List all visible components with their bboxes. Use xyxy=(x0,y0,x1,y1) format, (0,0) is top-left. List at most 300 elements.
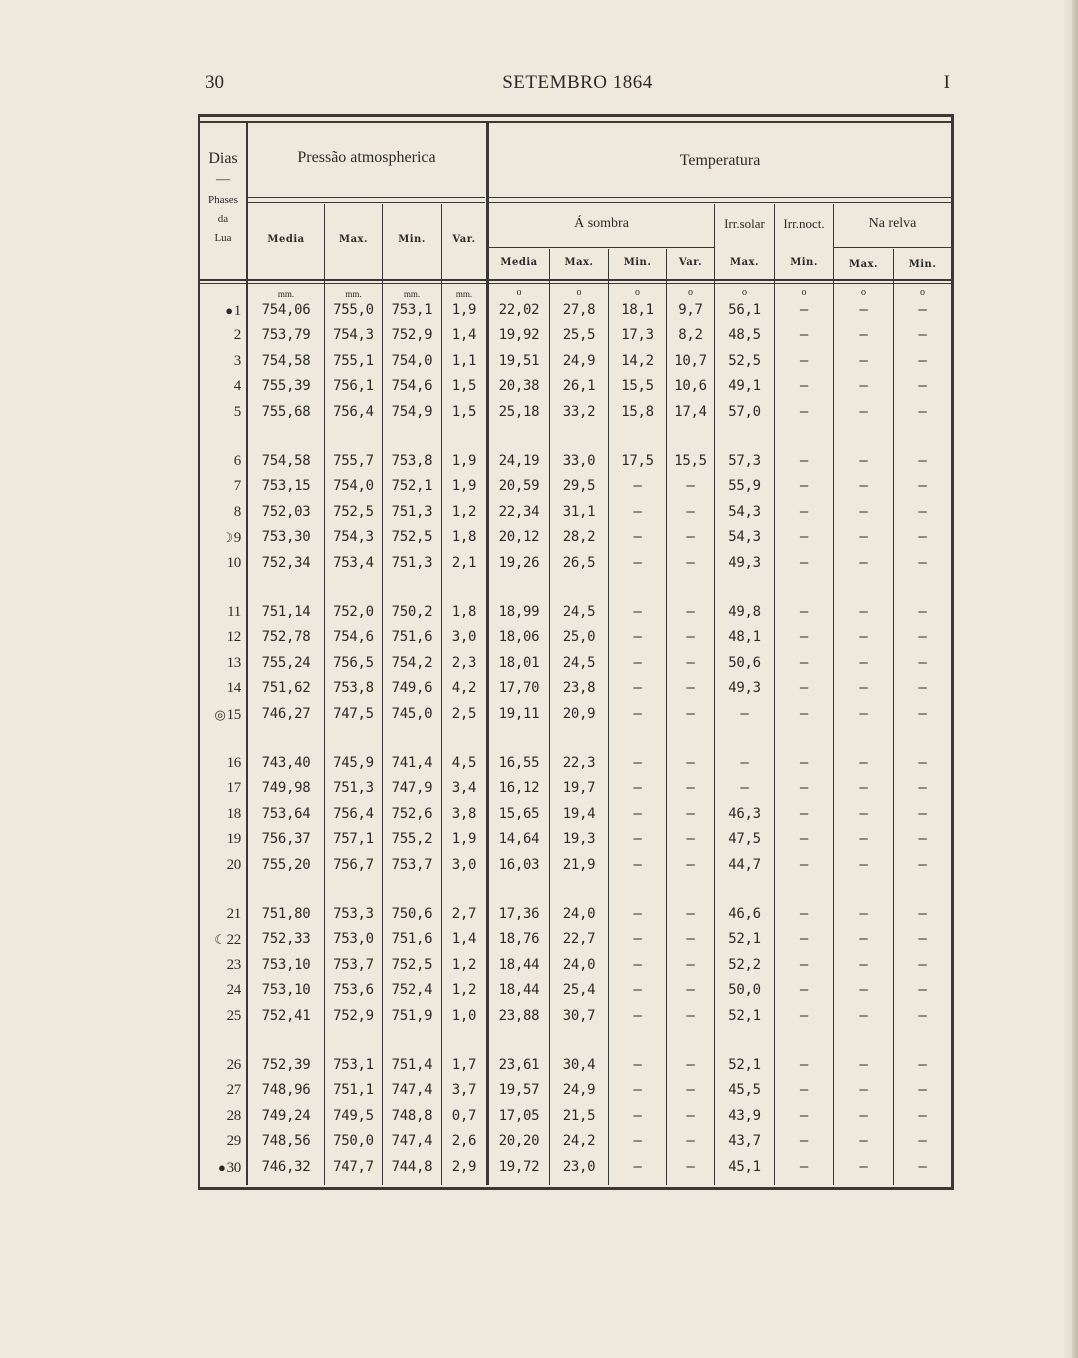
temp-min-cell: — xyxy=(633,654,642,671)
day-cell xyxy=(200,449,241,474)
temp-var-cell: — xyxy=(686,1158,695,1175)
unit-degree: o xyxy=(920,287,925,298)
relva-min-cell: — xyxy=(918,956,927,973)
unit-degree: o xyxy=(742,287,747,298)
table-row xyxy=(0,323,1078,348)
day-number: 10 xyxy=(226,554,241,571)
phases-label: Phases xyxy=(208,194,238,206)
relva-max-cell: — xyxy=(859,352,868,369)
irr-noct-min-cell: — xyxy=(799,302,809,318)
irr-solar-max-cell: — xyxy=(740,705,749,722)
pressure-max-cell: 756,1 xyxy=(333,378,374,395)
temp-min-cell: — xyxy=(633,604,642,620)
pressure-var-cell: 1,4 xyxy=(451,327,477,344)
table-row xyxy=(0,902,1078,927)
pressure-media-cell: 753,79 xyxy=(261,327,311,344)
day-cell xyxy=(200,323,241,348)
pressure-var-cell: 1,9 xyxy=(451,453,477,469)
irr-solar-max-cell: 52,1 xyxy=(728,1007,761,1024)
moon-phase-icon: ● xyxy=(218,1159,226,1175)
irr-noct-min-cell: — xyxy=(799,352,809,369)
temp-var-cell: — xyxy=(686,956,695,973)
table-row xyxy=(0,600,1078,625)
table-row xyxy=(0,625,1078,650)
page-number: 30 xyxy=(205,72,224,93)
temp-var-cell: — xyxy=(686,755,695,771)
pressure-min-cell: 744,8 xyxy=(391,1158,433,1175)
temp-var-cell: 17,4 xyxy=(674,403,707,420)
temp-media-cell: 18,99 xyxy=(498,604,540,620)
table-row xyxy=(0,702,1078,727)
sombra-header: Á sombra xyxy=(574,216,629,231)
relva-max-cell: — xyxy=(859,403,868,420)
irr-noct-min-cell: — xyxy=(799,327,809,344)
relva-max-cell: — xyxy=(859,529,868,546)
temp-min-cell: — xyxy=(633,906,642,922)
relva-min-cell: — xyxy=(918,654,927,671)
table-row xyxy=(0,1078,1078,1103)
pressure-media-cell: 748,56 xyxy=(261,1133,311,1150)
irr-solar-max-cell: 48,5 xyxy=(728,327,761,344)
irr-noct-min-cell: — xyxy=(799,478,809,495)
pressure-min-cell: 751,4 xyxy=(391,1057,433,1073)
pressure-max-cell: 753,7 xyxy=(333,956,374,973)
pressure-min-cell: 752,1 xyxy=(391,478,433,495)
relva-max-cell: — xyxy=(859,1057,868,1073)
temp-min-cell: — xyxy=(633,1107,642,1124)
relva-max-cell: — xyxy=(859,680,868,697)
temp-max-cell: 24,5 xyxy=(562,654,596,671)
relva-min-cell: — xyxy=(918,1007,927,1024)
pressure-min-cell: 754,0 xyxy=(391,352,433,369)
day-number: 5 xyxy=(233,403,241,420)
pressure-var-cell: 1,2 xyxy=(451,982,477,999)
day-cell xyxy=(200,751,241,776)
temp-min-cell: — xyxy=(633,680,642,697)
pressure-max-cell: 753,6 xyxy=(333,982,374,999)
pressure-max-cell: 747,7 xyxy=(333,1158,374,1175)
pressure-media-cell: 755,68 xyxy=(261,403,311,420)
pressure-media-cell: 754,58 xyxy=(261,453,311,469)
pressure-max-cell: 755,7 xyxy=(333,453,374,469)
temp-min-cell: — xyxy=(633,1082,642,1099)
day-number: 26 xyxy=(226,1057,241,1073)
irr-noct-min-cell: — xyxy=(799,629,809,646)
relva-max-cell: — xyxy=(859,755,868,771)
temp-max-cell: 25,0 xyxy=(562,629,596,646)
pressure-group-rule-2 xyxy=(248,202,485,203)
dias-header: Dias xyxy=(208,150,238,167)
temp-max-cell: 33,2 xyxy=(562,403,596,420)
temp-min-cell: — xyxy=(633,982,642,999)
day-number: 1 xyxy=(233,303,241,319)
temp-var-cell: — xyxy=(686,478,695,495)
table-row xyxy=(0,927,1078,952)
unit-degree: o xyxy=(688,287,693,298)
day-number: 12 xyxy=(226,629,241,646)
irr-solar-max-cell: 49,3 xyxy=(728,554,761,571)
pressure-max-cell: 753,0 xyxy=(333,931,374,948)
temp-var-cell: — xyxy=(686,604,695,620)
moon-phase-icon: ◎ xyxy=(214,706,226,722)
temp-media-cell: 23,61 xyxy=(498,1057,540,1073)
pressure-var-cell: 3,4 xyxy=(451,780,477,797)
unit-degree: o xyxy=(516,287,522,298)
temp-min-cell: — xyxy=(633,1057,642,1073)
temp-max-cell: 22,3 xyxy=(562,755,596,771)
irr-noct-min-cell: — xyxy=(799,755,809,771)
pressure-var-cell: 1,5 xyxy=(451,378,477,395)
pressure-min-cell: 751,6 xyxy=(391,931,433,948)
pressure-max-cell: 753,1 xyxy=(333,1057,374,1073)
relva-min-cell: — xyxy=(918,378,927,395)
temperature-header: Temperatura xyxy=(679,152,761,169)
relva-max-cell: — xyxy=(859,956,868,973)
day-number: 25 xyxy=(226,1007,241,1024)
section-number: I xyxy=(943,72,950,93)
pressure-media-cell: 753,30 xyxy=(261,529,311,546)
irr-solar-max-cell: 52,5 xyxy=(728,352,761,369)
relva-max-cell: — xyxy=(859,1082,868,1099)
pressure-var-cell: 2,9 xyxy=(451,1158,477,1175)
temp-media-cell: 18,76 xyxy=(498,931,540,948)
irr-noct-min-cell: — xyxy=(799,604,809,620)
pressure-min-cell: 752,9 xyxy=(391,327,433,344)
pressure-min-cell: 752,6 xyxy=(391,805,433,822)
relva-min-cell: — xyxy=(918,805,927,822)
pressure-var-cell: 1,8 xyxy=(451,604,477,620)
temp-min-cell: — xyxy=(633,931,642,948)
temp-media-cell: 18,44 xyxy=(498,982,540,999)
pressure-min-cell: 741,4 xyxy=(391,755,433,771)
relva-min-cell: — xyxy=(918,554,927,571)
temp-min-cell: — xyxy=(633,956,642,973)
relva-min-cell: — xyxy=(918,453,927,469)
pressure-media-cell: 752,41 xyxy=(261,1007,311,1024)
moon-phase-icon: ☽ xyxy=(221,530,233,546)
irr-noct-min-cell: — xyxy=(799,982,809,999)
temp-max-cell: 30,4 xyxy=(562,1057,596,1073)
relva-max-cell: — xyxy=(859,654,868,671)
pressure-var-cell: 1,2 xyxy=(451,503,477,520)
table-row xyxy=(0,449,1078,474)
sombra-rule xyxy=(489,247,714,248)
day-number: 17 xyxy=(226,780,241,797)
relva-min-cell: — xyxy=(918,1107,927,1124)
temp-min-cell: — xyxy=(633,755,642,771)
pressure-min-cell: 752,5 xyxy=(391,529,433,546)
table-row xyxy=(0,802,1078,827)
pressure-media-cell: 754,58 xyxy=(261,352,311,369)
irr-noct-min-cell: — xyxy=(799,453,809,469)
pressure-min-cell: 752,5 xyxy=(391,956,433,973)
irr-solar-max-header: Max. xyxy=(730,257,759,268)
temp-max-cell: 29,5 xyxy=(562,478,596,495)
pressure-var-cell: 1,5 xyxy=(451,403,477,420)
pressure-var-cell: 1,9 xyxy=(451,478,477,495)
irr-solar-max-cell: 57,0 xyxy=(728,403,761,420)
moon-phase-icon: ● xyxy=(225,303,233,318)
pressure-media-cell: 743,40 xyxy=(261,755,311,771)
pressure-min-cell: 750,6 xyxy=(391,906,433,922)
temp-max-cell: 20,9 xyxy=(562,705,596,722)
relva-min-cell: — xyxy=(918,856,927,873)
day-cell xyxy=(200,400,241,425)
irr-solar-max-cell: 48,1 xyxy=(728,629,761,646)
day-number: 6 xyxy=(233,453,241,469)
relva-max-cell: — xyxy=(859,705,868,722)
pressure-max-cell: 756,5 xyxy=(333,654,374,671)
pressure-min-cell: 752,4 xyxy=(391,982,433,999)
temp-min-cell: 15,8 xyxy=(621,403,654,420)
table-row xyxy=(0,651,1078,676)
temp-min-cell: — xyxy=(633,831,642,848)
relva-max-header: Max. xyxy=(849,259,878,270)
temp-media-cell: 16,03 xyxy=(498,856,540,873)
day-number: 29 xyxy=(226,1133,241,1150)
relva-header: Na relva xyxy=(868,216,917,231)
pressure-media-cell: 753,10 xyxy=(261,956,311,973)
temp-var-cell: — xyxy=(686,629,695,646)
temp-var-cell: — xyxy=(686,1082,695,1099)
pressure-media-cell: 746,27 xyxy=(261,705,311,722)
table-row xyxy=(0,953,1078,978)
temp-var-cell: — xyxy=(686,654,695,671)
irr-noct-min-cell: — xyxy=(799,1082,809,1099)
relva-min-cell: — xyxy=(918,906,927,922)
irr-solar-max-cell: 45,1 xyxy=(728,1158,761,1175)
day-cell xyxy=(200,927,241,953)
irr-noct-min-cell: — xyxy=(799,1107,809,1124)
temp-max-cell: 24,5 xyxy=(562,604,596,620)
table-row xyxy=(0,827,1078,852)
temp-max-cell: 23,8 xyxy=(562,680,596,697)
day-cell xyxy=(200,953,241,978)
relva-min-cell: — xyxy=(918,529,927,546)
relva-max-cell: — xyxy=(859,906,868,922)
table-row xyxy=(0,978,1078,1003)
table-row xyxy=(0,551,1078,576)
pressure-var-cell: 2,1 xyxy=(451,554,477,571)
table-row xyxy=(0,853,1078,878)
day-number: 7 xyxy=(233,478,241,495)
pressure-var-cell: 2,6 xyxy=(451,1133,477,1150)
irr-noct-min-cell: — xyxy=(799,503,809,520)
relva-max-cell: — xyxy=(859,554,868,571)
irr-solar-max-cell: 57,3 xyxy=(728,453,761,469)
irr-noct-min-cell: — xyxy=(799,554,809,571)
day-cell xyxy=(200,827,241,852)
temp-min-cell: — xyxy=(633,1007,642,1024)
unit-degree: o xyxy=(861,287,866,298)
relva-min-header: Min. xyxy=(908,259,937,270)
pressure-max-cell: 754,3 xyxy=(333,529,374,546)
header-top-rule xyxy=(200,121,951,123)
pressure-min-cell: 748,8 xyxy=(391,1107,433,1124)
unit-degree: o xyxy=(635,287,640,298)
irr-noct-min-cell: — xyxy=(799,856,809,873)
pressure-min-cell: 753,8 xyxy=(391,453,433,469)
relva-max-cell: — xyxy=(859,378,868,395)
temp-media-cell: 18,44 xyxy=(498,956,540,973)
temp-min-cell: — xyxy=(633,1158,642,1175)
pressure-media-cell: 752,33 xyxy=(261,931,311,948)
temp-var-cell: — xyxy=(686,906,695,922)
temp-var-cell: — xyxy=(686,931,695,948)
temp-var-cell: — xyxy=(686,1133,695,1150)
table-row xyxy=(0,298,1078,323)
pressure-group-rule xyxy=(248,197,485,198)
day-cell xyxy=(200,600,241,625)
day-cell xyxy=(200,902,241,927)
pressure-var-cell: 1,9 xyxy=(451,831,477,848)
pressure-media-cell: 755,39 xyxy=(261,378,311,395)
pressure-media-cell: 752,03 xyxy=(261,503,311,520)
relva-max-cell: — xyxy=(859,302,868,318)
temp-max-cell: 21,9 xyxy=(562,856,596,873)
day-number: 14 xyxy=(226,680,241,697)
relva-max-cell: — xyxy=(859,856,868,873)
table-row xyxy=(0,751,1078,776)
temp-media-cell: 19,26 xyxy=(498,554,540,571)
pressure-max-cell: 753,8 xyxy=(333,680,374,697)
pressure-min-cell: 751,3 xyxy=(391,554,433,571)
pressure-max-cell: 757,1 xyxy=(333,831,374,848)
temp-min-cell: 17,3 xyxy=(621,327,654,344)
temp-media-cell: 14,64 xyxy=(498,831,540,848)
temp-var-cell: — xyxy=(686,1007,695,1024)
temp-max-cell: 31,1 xyxy=(562,503,596,520)
temp-var-cell: — xyxy=(686,1107,695,1124)
day-number: 8 xyxy=(233,503,241,520)
temp-max-cell: 22,7 xyxy=(562,931,596,948)
irr-solar-max-cell: 49,3 xyxy=(728,680,761,697)
pressure-media-cell: 746,32 xyxy=(261,1158,311,1175)
day-cell xyxy=(200,500,241,525)
page-header xyxy=(205,72,950,100)
irr-solar-max-cell: 50,0 xyxy=(728,982,761,999)
temp-max-cell: 26,5 xyxy=(562,554,596,571)
unit-mm: mm. xyxy=(345,289,362,299)
table-row xyxy=(0,676,1078,701)
temp-min-cell: — xyxy=(633,705,642,722)
pressure-media-cell: 751,62 xyxy=(261,680,311,697)
pressure-media-cell: 748,96 xyxy=(261,1082,311,1099)
temp-min-cell: — xyxy=(633,780,642,797)
pressure-max-cell: 752,0 xyxy=(333,604,374,620)
pressure-max-cell: 752,9 xyxy=(333,1007,374,1024)
temp-var-cell: 10,6 xyxy=(674,378,707,395)
irr-solar-max-cell: 54,3 xyxy=(728,503,761,520)
pressure-min-cell: 749,6 xyxy=(391,680,433,697)
pressure-min-cell: 751,6 xyxy=(391,629,433,646)
pressure-var-cell: 2,3 xyxy=(451,654,477,671)
pressure-var-cell: 3,0 xyxy=(451,856,477,873)
relva-min-cell: — xyxy=(918,831,927,848)
day-number: 16 xyxy=(226,755,241,771)
irr-solar-max-cell: 43,7 xyxy=(728,1133,761,1150)
relva-min-cell: — xyxy=(918,403,927,420)
pressure-min-cell: 750,2 xyxy=(391,604,433,620)
irr-solar-max-cell: 55,9 xyxy=(728,478,761,495)
temperature-group-rule-2 xyxy=(489,202,951,203)
irr-noct-min-cell: — xyxy=(799,1007,809,1024)
pressure-media-cell: 753,64 xyxy=(261,805,311,822)
temp-max-cell: 23,0 xyxy=(562,1158,596,1175)
temp-var-cell: — xyxy=(686,780,695,797)
day-number: 11 xyxy=(227,604,241,620)
pressure-var-cell: 3,7 xyxy=(451,1082,477,1099)
pressure-media-cell: 752,39 xyxy=(261,1057,311,1073)
temp-var-cell: — xyxy=(686,805,695,822)
pressure-max-cell: 747,5 xyxy=(333,705,374,722)
temp-min-cell: 14,2 xyxy=(621,352,654,369)
pressure-max-cell: 754,6 xyxy=(333,629,374,646)
irr-solar-max-cell: 47,5 xyxy=(728,831,761,848)
temp-var-cell: — xyxy=(686,503,695,520)
irr-noct-min-cell: — xyxy=(799,529,809,546)
temp-min-cell: 15,5 xyxy=(621,378,654,395)
pressure-max-cell: 756,4 xyxy=(333,403,374,420)
temp-media-header: Media xyxy=(500,257,538,268)
temp-max-cell: 25,5 xyxy=(562,327,596,344)
temp-max-cell: 26,1 xyxy=(562,378,596,395)
pressure-media-cell: 753,10 xyxy=(261,982,311,999)
irr-solar-max-cell: 52,1 xyxy=(728,931,761,948)
pressure-max-cell: 753,4 xyxy=(333,554,374,571)
temp-var-cell: 10,7 xyxy=(674,352,707,369)
pressure-min-cell: 747,4 xyxy=(391,1133,433,1150)
irr-solar-max-cell: — xyxy=(740,780,749,797)
irr-noct-min-cell: — xyxy=(799,931,809,948)
unit-mm: mm. xyxy=(455,289,473,299)
day-cell xyxy=(200,776,241,801)
temp-var-cell: — xyxy=(686,680,695,697)
relva-min-cell: — xyxy=(918,982,927,999)
day-cell xyxy=(200,1104,241,1129)
pressure-media-cell: 755,24 xyxy=(261,654,311,671)
temp-min-cell: — xyxy=(633,1133,642,1150)
irr-solar-max-cell: 54,3 xyxy=(728,529,761,546)
irr-solar-max-cell: 44,7 xyxy=(728,856,761,873)
temp-max-cell: 19,7 xyxy=(562,780,596,797)
relva-max-cell: — xyxy=(859,1107,868,1124)
day-cell xyxy=(200,525,241,551)
relva-min-cell: — xyxy=(918,780,927,797)
pressure-media-cell: 751,80 xyxy=(261,906,311,922)
moon-phase-icon: ☾ xyxy=(214,932,226,948)
pressure-var-cell: 1,9 xyxy=(451,302,477,318)
temp-var-cell: — xyxy=(686,982,695,999)
pressure-max-cell: 750,0 xyxy=(333,1133,374,1150)
relva-max-cell: — xyxy=(859,780,868,797)
day-cell xyxy=(200,676,241,701)
table-row xyxy=(0,400,1078,425)
temp-var-header: Var. xyxy=(678,257,703,268)
day-cell xyxy=(200,1155,241,1181)
table-row xyxy=(0,1104,1078,1129)
day-number: 22 xyxy=(226,932,241,949)
temp-media-cell: 20,20 xyxy=(498,1133,540,1150)
irr-solar-max-cell: 52,1 xyxy=(728,1057,761,1073)
temp-max-cell: 24,9 xyxy=(562,1082,596,1099)
relva-min-cell: — xyxy=(918,478,927,495)
temp-media-cell: 20,59 xyxy=(498,478,540,495)
irr-solar-max-cell: 52,2 xyxy=(728,956,761,973)
day-cell xyxy=(200,1129,241,1154)
temp-var-cell: — xyxy=(686,1057,695,1073)
temp-media-cell: 18,01 xyxy=(498,654,540,671)
